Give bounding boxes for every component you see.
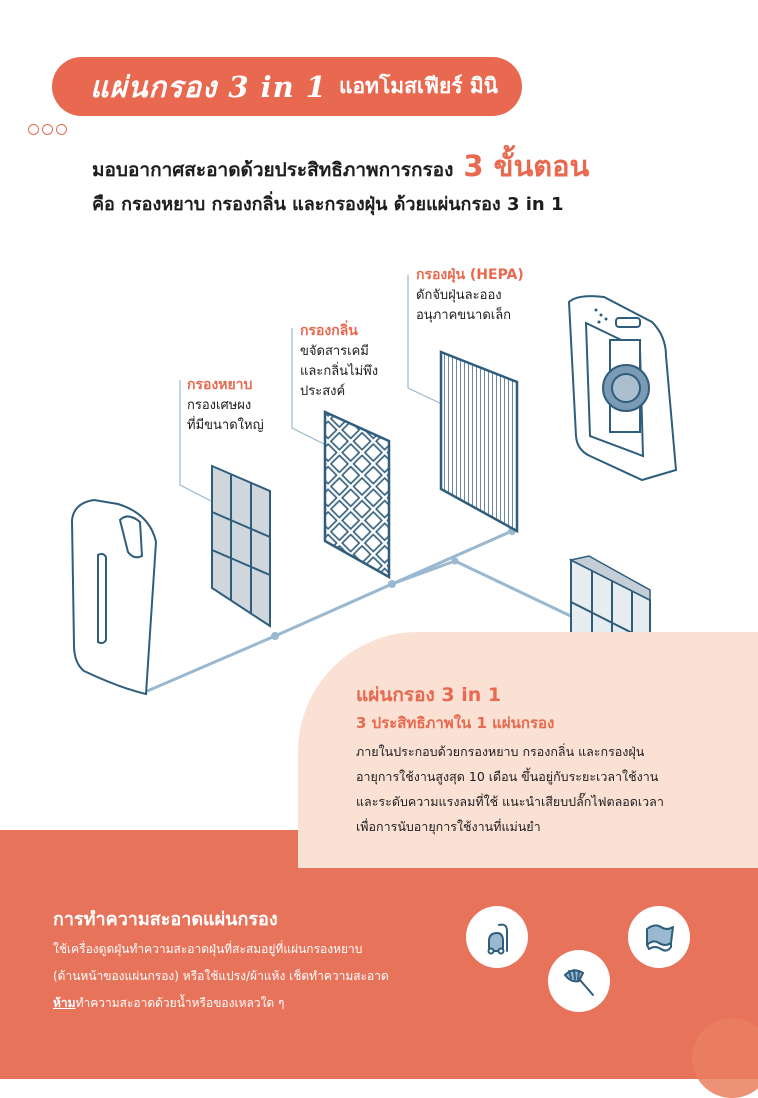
label-desc: ดักจับฝุ่นละออง อนุภาคขนาดเล็ก: [416, 288, 512, 323]
cleaning-title: การทำความสะอาดแผ่นกรอง: [53, 909, 278, 930]
purifier-body: [569, 296, 676, 480]
title-script: แผ่นกรอง 3 in 1: [90, 69, 327, 104]
cloth-icon: [628, 906, 690, 968]
vacuum-cleaner-icon: [466, 906, 528, 968]
title-product-name: แอทโมสเฟียร์ มินิ: [338, 74, 499, 98]
label-title: กรองฝุ่น (HEPA): [416, 267, 524, 283]
label-title: กรองกลิ่น: [300, 323, 358, 339]
info-body: ภายในประกอบด้วยกรองหยาบ กรองกลิ่น และกรองฝุ่น อายุการใช้งานสูงสุด 10 เดือน ขึ้นอยู่กับระยะเวลาใช้งาน และระดับความแรงลมที่ใช้ แนะนำเสียบปลั๊กไฟตลอดเวลา เพื่อการนับอายุการใช้งานที่แม่นยำ: [356, 744, 664, 834]
hepa-filter-panel: [441, 352, 517, 531]
headline-emphasis: 3 ขั้นตอน: [463, 149, 590, 183]
label-desc: กรองเศษผง ที่มีขนาดใหญ่: [187, 398, 264, 433]
cleaning-body: [53, 936, 463, 1017]
label-desc: ขจัดสารเคมี และกลิ่นไม่พึง ประสงค์: [300, 344, 379, 399]
cleaning-line-1: ใช้เครื่องดูดฝุ่นทำความสะอาดฝุ่นที่สะสมอยู่ที่แผ่นกรองหยาบ: [53, 942, 363, 956]
warning-word: ห้าม: [53, 996, 76, 1010]
decorative-corner-circle: [692, 1018, 758, 1098]
label-title: กรองหยาบ: [187, 377, 253, 393]
duster-brush-icon: [548, 950, 610, 1012]
headline-line-2: คือ กรองหยาบ กรองกลิ่น และกรองฝุ่น ด้วยแผ่นกรอง 3 in 1: [92, 194, 564, 215]
carbon-filter-panel: [325, 412, 389, 577]
info-subtitle: 3 ประสิทธิภาพใน 1 แผ่นกรอง: [356, 714, 555, 732]
label-odor-filter: [300, 320, 378, 402]
cleaning-line-3-rest: ทำความสะอาดด้วยน้ำหรือของเหลวใด ๆ: [75, 996, 285, 1010]
purifier-front-cover: [72, 500, 156, 694]
coarse-filter-panel: [212, 466, 270, 626]
headline-text: มอบอากาศสะอาดด้วยประสิทธิภาพการกรอง: [92, 159, 454, 181]
cleaning-line-2: (ด้านหน้าของแผ่นกรอง) หรือใช้แปรง/ผ้าแห้ง เช็ดทำความสะอาด: [53, 969, 389, 983]
label-coarse-filter: [187, 374, 264, 436]
cleaning-line-3: [53, 990, 463, 1017]
info-title: แผ่นกรอง 3 in 1: [356, 684, 502, 706]
label-hepa-filter: [416, 264, 524, 326]
